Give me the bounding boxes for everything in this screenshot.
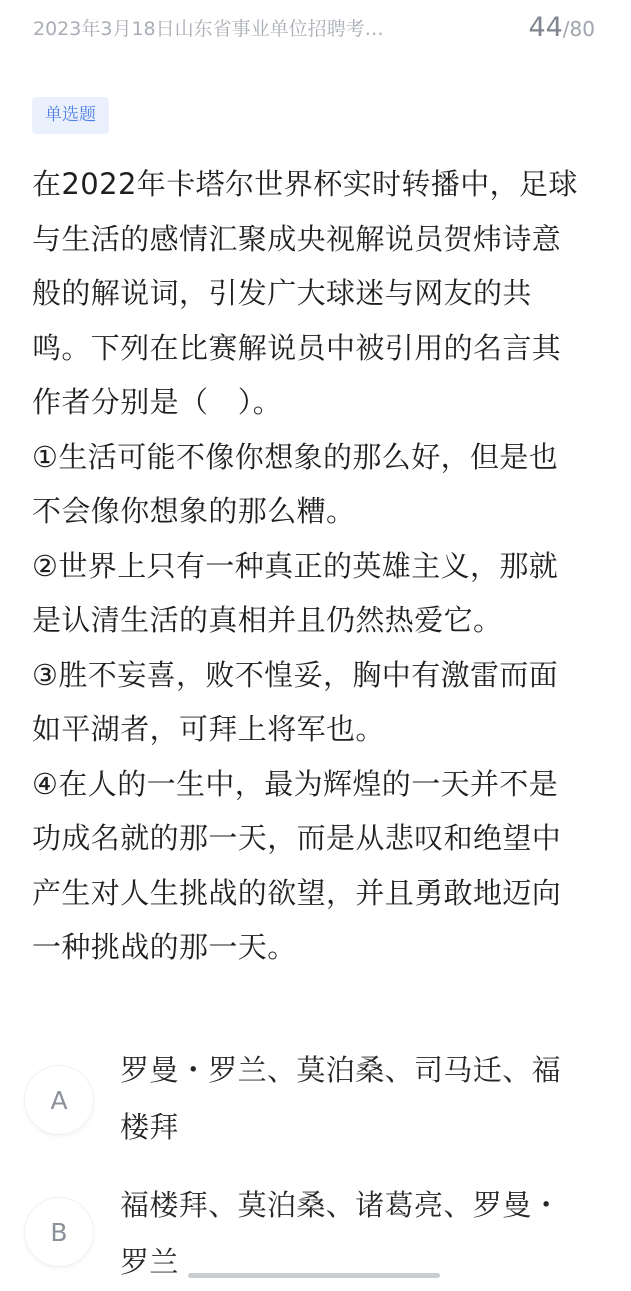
option-b-text[interactable]: 福楼拜、莫泊桑、诸葛亮、罗曼・罗兰 (120, 1188, 562, 1279)
option-a-text[interactable]: 罗曼・罗兰、莫泊桑、司马迁、福楼拜 (120, 1053, 562, 1144)
option-a[interactable] (22, 1042, 602, 1160)
question-stem (32, 157, 580, 975)
quote-4: ④在人的一生中，最为辉煌的一天并不是功成名就的那一天，而是从悲叹和绝望中产生对人生挑战的欲望，并且勇敢地迈向一种挑战的那一天。 (32, 766, 562, 964)
progress-separator: / (562, 17, 570, 41)
question-stem-text: 在2022年卡塔尔世界杯实时转播中，足球与生活的感情汇聚成央视解说员贺炜诗意般的解说词，引发广大球迷与网友的共鸣。下列在比赛解说员中被引用的名言其作者分别是（ ）。 (32, 167, 578, 419)
question-progress (528, 10, 595, 47)
home-indicator[interactable] (188, 1273, 440, 1278)
progress-current: 44 (528, 12, 563, 43)
header (0, 0, 631, 62)
option-a-letter[interactable]: A (25, 1066, 93, 1134)
option-b-letter[interactable]: B (25, 1198, 93, 1266)
exam-title: 2023年3月18日山东省事业单位招聘考… (33, 18, 384, 40)
quote-1: ①生活可能不像你想象的那么好，但是也不会像你想象的那么糟。 (32, 439, 559, 528)
option-b[interactable] (22, 1177, 602, 1280)
progress-total: 80 (569, 17, 595, 41)
question-type-badge: 单选题 (32, 97, 109, 134)
quote-2: ②世界上只有一种真正的英雄主义，那就是认清生活的真相并且仍然热爱它。 (32, 548, 559, 637)
quote-3: ③胜不妄喜，败不惶妥，胸中有激雷而面如平湖者，可拜上将军也。 (32, 657, 559, 746)
